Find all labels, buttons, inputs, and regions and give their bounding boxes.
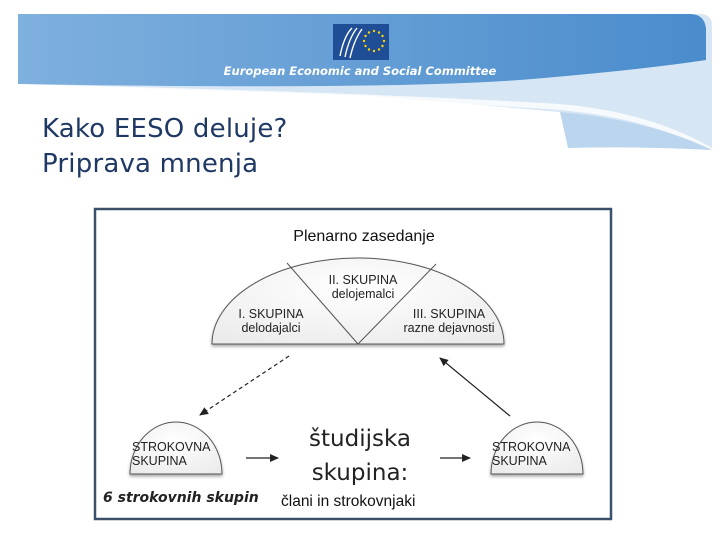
group-1-label [226,308,316,336]
group-3-sub: razne dejavnosti [403,320,495,335]
group-2-label [316,274,410,302]
group-3-name: III. SKUPINA [412,307,486,321]
study-group-members: člani in strokovnjaki [281,493,416,510]
section-left-label [132,441,211,469]
sections-count-label: 6 strokovnih skupin [103,490,259,506]
section-left-line2: SKUPINA [132,453,187,468]
slide-title-line-1: Kako EESO deluje? [42,114,288,144]
group-2-sub: delojemalci [331,286,395,301]
section-right-line1: STROKOVNA [492,440,571,454]
section-right-line2: SKUPINA [492,453,547,468]
slide-title-line-2: Priprava mnenja [42,149,259,179]
group-3-label [394,308,504,336]
group-1-name: I. SKUPINA [238,307,304,321]
section-right-label [492,441,571,469]
eesc-logo [333,24,389,60]
group-1-sub: delodajalci [241,320,301,335]
group-2-name: II. SKUPINA [328,273,398,287]
section-left-line1: STROKOVNA [132,440,211,454]
study-group-title: študijska skupina: [309,426,411,486]
organization-name: European Economic and Social Committee [223,64,497,78]
plenary-label: Plenarno zasedanje [293,228,435,245]
